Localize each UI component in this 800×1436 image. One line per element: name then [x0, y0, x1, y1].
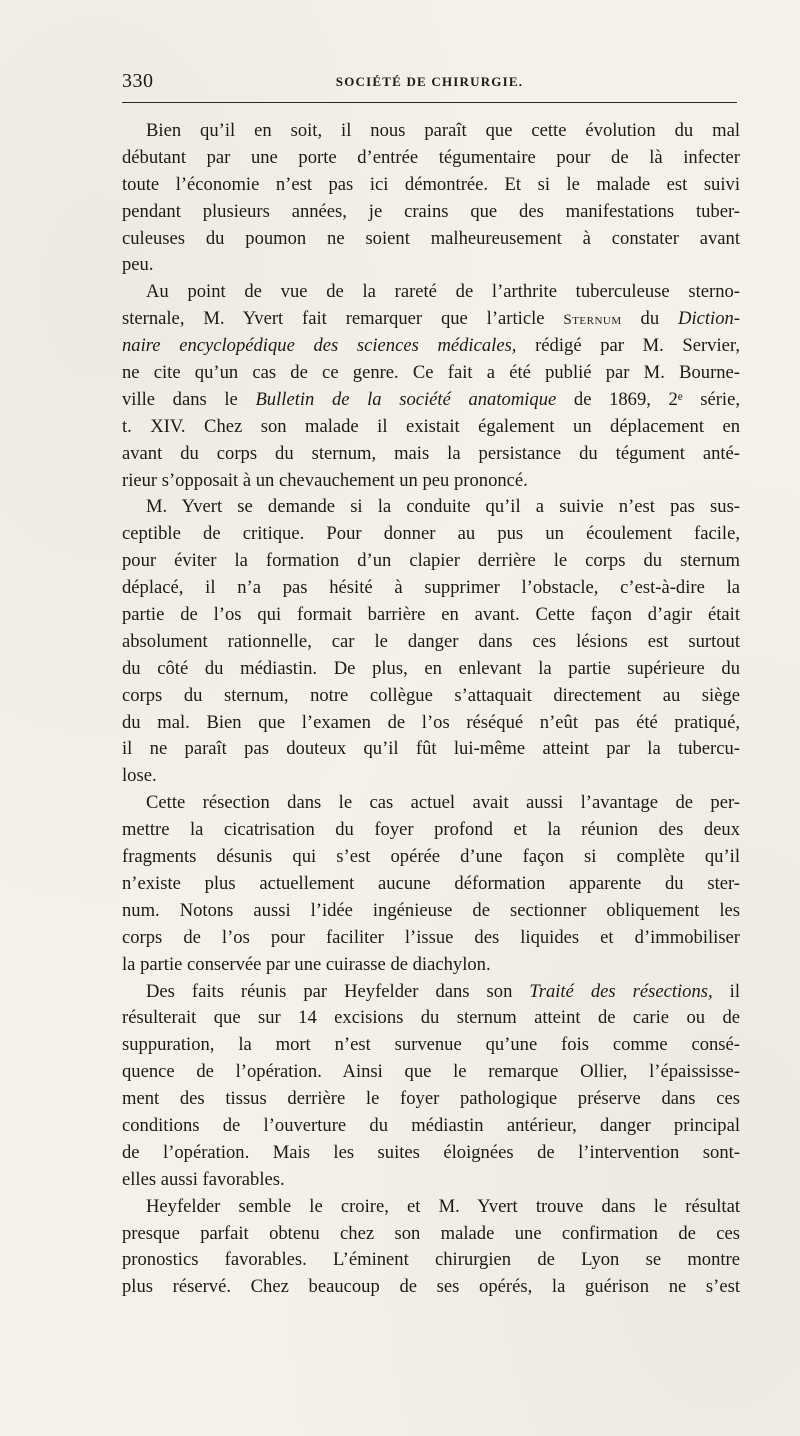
text-line: culeuses du poumon ne soient malheureusement à constater avant: [122, 227, 740, 249]
text-line: partie de l’os qui formait barrière en avant. Cette façon d’agir était: [122, 604, 740, 626]
work-title: Diction-: [678, 308, 740, 330]
text-line: la partie conservée par une cuirasse de diachylon.: [122, 953, 491, 975]
page-header: [122, 70, 737, 94]
text-line: lose.: [122, 765, 157, 787]
line-segment: sternale, M. Yvert fait remarquer que l’article: [122, 308, 545, 330]
line-segment: Des faits réunis par Heyfelder dans son: [146, 980, 513, 1002]
text-line: plus réservé. Chez beaucoup de ses opérés, la guérison ne s’est: [122, 1276, 740, 1298]
text-line: pendant plusieurs années, je crains que des manifestations tuber-: [122, 200, 740, 222]
text-line: du mal. Bien que l’examen de l’os réséqué n’eût pas été pratiqué,: [122, 711, 740, 733]
text-line: débutant par une porte d’entrée tégumentaire pour de là infecter: [122, 146, 740, 168]
text-line: ceptible de critique. Pour donner au pus un écoulement facile,: [122, 523, 740, 545]
body-text: [122, 118, 740, 1301]
text-line: M. Yvert se demande si la conduite qu’il a suivie n’est pas sus-: [146, 496, 740, 518]
text-line: pour éviter la formation d’un clapier derrière le corps du sternum: [122, 550, 740, 572]
text-line: num. Notons aussi l’idée ingénieuse de sectionner obliquement les: [122, 899, 740, 921]
text-line: corps de l’os pour faciliter l’issue des liquides et d’immobiliser: [122, 926, 740, 948]
text-line: pronostics favorables. L’éminent chirurgien de Lyon se montre: [122, 1249, 740, 1271]
text-line: fragments désunis qui s’est opérée d’une façon si complète qu’il: [122, 846, 740, 868]
text-line: Bien qu’il en soit, il nous paraît que cette évolution du mal: [146, 120, 740, 141]
text-line: n’existe plus actuellement aucune déformation apparente du ster-: [122, 872, 740, 894]
text-line: résulterait que sur 14 excisions du sternum atteint de carie ou de: [122, 1007, 740, 1029]
text-line: quence de l’opération. Ainsi que le remarque Ollier, l’épaississe-: [122, 1061, 740, 1083]
text-line: Cette résection dans le cas actuel avait aussi l’avantage de per-: [146, 792, 740, 814]
line-segment: il: [729, 980, 741, 1002]
running-title: SOCIÉTÉ DE CHIRURGIE.: [335, 74, 524, 89]
text-line: elles aussi favorables.: [122, 1168, 285, 1190]
text-line: [122, 306, 740, 333]
text-line: toute l’économie n’est pas ici démontrée. Et si le malade est suivi: [122, 173, 740, 195]
text-line: avant du corps du sternum, mais la persistance du tégument anté-: [122, 442, 740, 464]
work-title: naire encyclopédique des sciences médicales,: [122, 335, 517, 357]
text-line: [122, 333, 740, 360]
text-line: de l’opération. Mais les suites éloignées de l’intervention sont-: [122, 1141, 740, 1163]
text-line: déplacé, il n’a pas hésité à supprimer l’obstacle, c’est-à-dire la: [122, 577, 740, 599]
header-rule: [122, 102, 737, 103]
text-line: conditions de l’ouverture du médiastin antérieur, danger principal: [122, 1114, 740, 1136]
text-line: presque parfait obtenu chez son malade une confirmation de ces: [122, 1222, 740, 1244]
work-title: Traité des résections,: [529, 980, 713, 1002]
text-line: il ne paraît pas douteux qu’il fût lui-même atteint par la tubercu-: [122, 738, 740, 760]
text-line: suppuration, la mort n’est survenue qu’une fois comme consé-: [122, 1034, 740, 1056]
text-line: ment des tissus derrière le foyer pathologique préserve dans ces: [122, 1088, 740, 1110]
text-line: mettre la cicatrisation du foyer profond et la réunion des deux: [122, 819, 740, 841]
text-line: t. XIV. Chez son malade il existait également un déplacement en: [122, 415, 740, 437]
line-segment: rédigé par M. Servier,: [535, 335, 740, 357]
text-line: [122, 979, 740, 1006]
article-name: Sternum: [563, 312, 622, 329]
text-line: Heyfelder semble le croire, et M. Yvert trouve dans le résultat: [146, 1195, 740, 1217]
line-segment: ville dans le: [122, 388, 238, 410]
text-line: corps du sternum, notre collègue s’attaquait directement au siège: [122, 684, 740, 706]
work-title: Bulletin de la société anatomique: [255, 388, 557, 410]
text-line: [122, 387, 740, 414]
text-line: du côté du médiastin. De plus, en enlevant la partie supérieure du: [122, 657, 740, 679]
text-line: peu.: [122, 254, 154, 276]
text-line: ne cite qu’un cas de ce genre. Ce fait a été publié par M. Bourne-: [122, 362, 740, 384]
text-line: rieur s’opposait à un chevauchement un peu prononcé.: [122, 469, 528, 491]
line-segment: de 1869, 2ᵉ série,: [573, 388, 740, 410]
page-number: 330: [122, 70, 154, 92]
text-line: absolument rationnelle, car le danger dans ces lésions est surtout: [122, 630, 740, 652]
text-line: Au point de vue de la rareté de l’arthrite tuberculeuse sterno-: [146, 281, 740, 303]
line-segment: du: [640, 308, 660, 330]
